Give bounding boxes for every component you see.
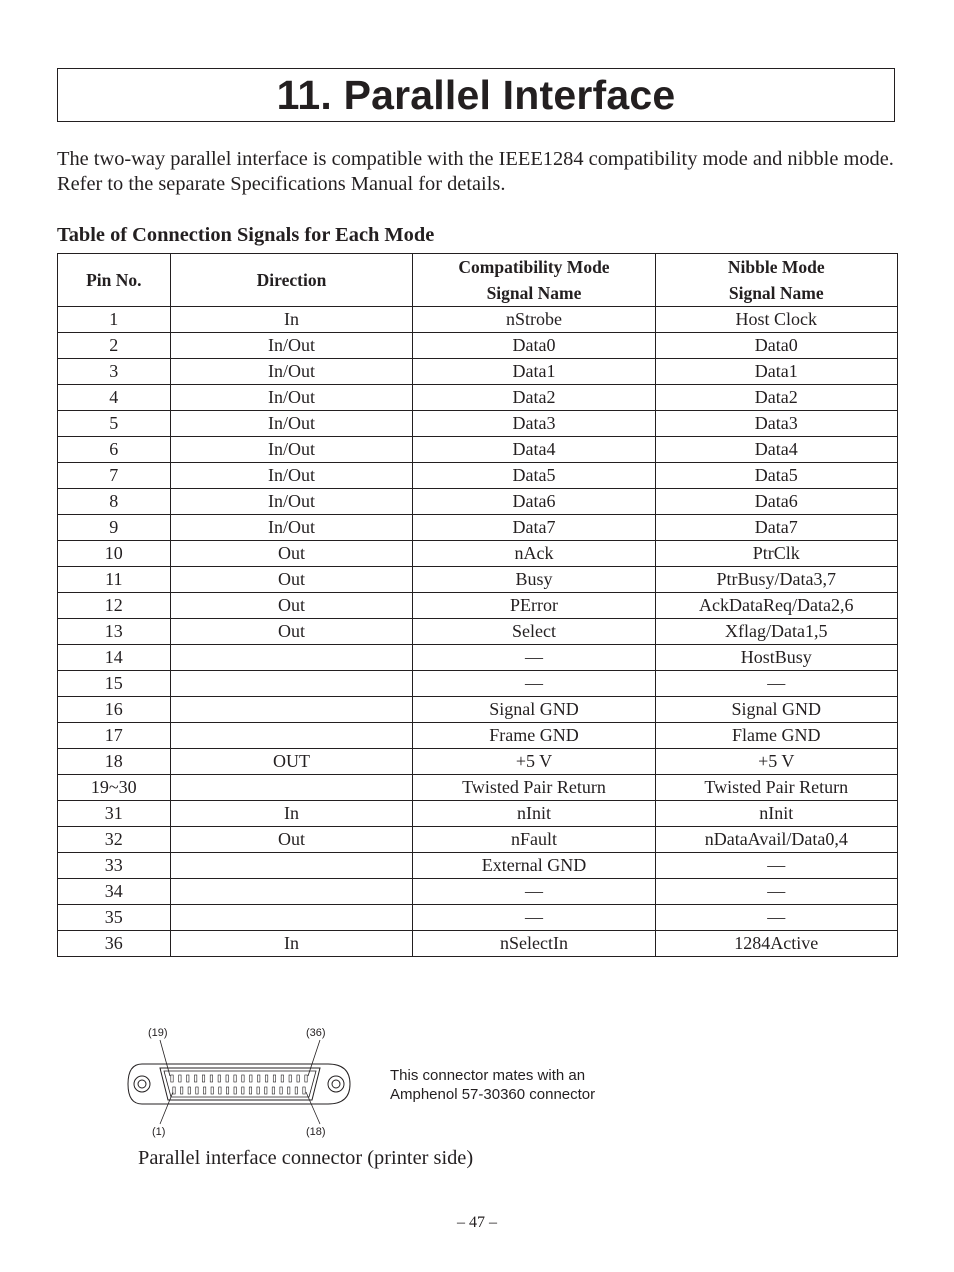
connector-pin [226,1087,228,1094]
cell-nibble-signal: nDataAvail/Data0,4 [655,827,897,853]
cell-nibble-signal: Signal GND [655,697,897,723]
cell-compat-signal: — [413,671,655,697]
cell-nibble-signal: AckDataReq/Data2,6 [655,593,897,619]
pin-row-top [171,1075,307,1082]
connector-note-line1: This connector mates with an [390,1067,586,1084]
cell-pin: 8 [58,489,171,515]
cell-direction: In/Out [170,437,413,463]
cell-compat-signal: Data5 [413,463,655,489]
table-row [58,437,898,463]
cell-direction [170,905,413,931]
cell-direction: In/Out [170,385,413,411]
connector-pin [273,1075,275,1082]
cell-nibble-signal: — [655,671,897,697]
cell-pin: 32 [58,827,171,853]
cell-compat-signal: Data1 [413,359,655,385]
table-row [58,905,898,931]
connector-pin [196,1087,198,1094]
connector-pin [187,1075,189,1082]
cell-compat-signal: Busy [413,567,655,593]
cell-nibble-signal: Data0 [655,333,897,359]
connector-pin [173,1087,175,1094]
table-row [58,567,898,593]
table-row [58,723,898,749]
cell-pin: 15 [58,671,171,697]
table-row [58,749,898,775]
connector-pin [280,1087,282,1094]
connector-pin [258,1075,260,1082]
cell-pin: 18 [58,749,171,775]
cell-pin: 13 [58,619,171,645]
cell-direction [170,697,413,723]
connector-pin [180,1087,182,1094]
connector-pin [210,1075,212,1082]
cell-direction [170,879,413,905]
cell-direction: In/Out [170,515,413,541]
cell-pin: 12 [58,593,171,619]
cell-nibble-signal: PtrClk [655,541,897,567]
header-pin: Pin No. [58,254,171,307]
connector-pin [242,1075,244,1082]
cell-nibble-signal: Data1 [655,359,897,385]
cell-nibble-signal: Data7 [655,515,897,541]
table-row [58,489,898,515]
table-row [58,801,898,827]
cell-direction [170,853,413,879]
cell-nibble-signal: Host Clock [655,307,897,333]
connector-note-line2: Amphenol 57-30360 connector [390,1086,596,1103]
intro-paragraph: The two-way parallel interface is compatible with the IEEE1284 compatibility mode and nibble mode. Refer to the separate Specifications Manual for details. [57,148,894,195]
connector-pin [295,1087,297,1094]
cell-pin: 7 [58,463,171,489]
connector-pin [219,1087,221,1094]
cell-direction: Out [170,827,413,853]
cell-nibble-signal: Data5 [655,463,897,489]
connector-pin [171,1075,173,1082]
connector-pin [218,1075,220,1082]
cell-direction [170,671,413,697]
table-row [58,775,898,801]
cell-compat-signal: Data6 [413,489,655,515]
connector-pin [226,1075,228,1082]
connector-pin [234,1087,236,1094]
connection-signals-table [57,253,898,957]
cell-compat-signal: nAck [413,541,655,567]
cell-direction: Out [170,541,413,567]
cell-compat-signal: Data2 [413,385,655,411]
cell-compat-signal: +5 V [413,749,655,775]
connector-pin [272,1087,274,1094]
cell-compat-signal: — [413,645,655,671]
cell-pin: 2 [58,333,171,359]
cell-nibble-signal: — [655,905,897,931]
figure-caption: Parallel interface connector (printer side) [138,1147,474,1169]
cell-pin: 19~30 [58,775,171,801]
table-caption: Table of Connection Signals for Each Mode [57,224,435,246]
connector-diagram [120,1022,370,1142]
connector-pin [242,1087,244,1094]
header-nibble-line2: Signal Name [728,283,824,303]
cell-pin: 5 [58,411,171,437]
connector-pin [188,1087,190,1094]
cell-direction [170,775,413,801]
cell-nibble-signal: — [655,879,897,905]
cell-compat-signal: External GND [413,853,655,879]
connector-pin [265,1087,267,1094]
cell-pin: 1 [58,307,171,333]
cell-nibble-signal: nInit [655,801,897,827]
cell-compat-signal: Twisted Pair Return [413,775,655,801]
cell-compat-signal: PError [413,593,655,619]
cell-nibble-signal: Data4 [655,437,897,463]
connector-pin [179,1075,181,1082]
chapter-title: 11. Parallel Interface [276,71,676,118]
cell-nibble-signal: — [655,853,897,879]
cell-compat-signal: nSelectIn [413,931,655,957]
cell-direction: In [170,931,413,957]
centronics-connector-icon [120,1022,370,1142]
cell-direction: OUT [170,749,413,775]
connector-pin [297,1075,299,1082]
table-row [58,541,898,567]
connector-pin [289,1075,291,1082]
table-row [58,879,898,905]
table-row [58,671,898,697]
cell-pin: 9 [58,515,171,541]
cell-nibble-signal: +5 V [655,749,897,775]
cell-direction: Out [170,567,413,593]
cell-compat-signal: nStrobe [413,307,655,333]
cell-compat-signal: Data0 [413,333,655,359]
table-row [58,359,898,385]
table-row [58,307,898,333]
table-row [58,333,898,359]
header-nibble-mode [655,254,897,307]
table-row [58,593,898,619]
table-row [58,853,898,879]
table-row [58,931,898,957]
cell-nibble-signal: HostBusy [655,645,897,671]
cell-nibble-signal: Twisted Pair Return [655,775,897,801]
cell-nibble-signal: Data2 [655,385,897,411]
cell-nibble-signal: PtrBusy/Data3,7 [655,567,897,593]
cell-compat-signal: Frame GND [413,723,655,749]
table-row [58,463,898,489]
cell-compat-signal: Data4 [413,437,655,463]
pin-label-18: (18) [306,1126,326,1138]
connector-pin [281,1075,283,1082]
cell-direction: In/Out [170,411,413,437]
table-row [58,619,898,645]
cell-direction [170,723,413,749]
cell-pin: 16 [58,697,171,723]
cell-nibble-signal: 1284Active [655,931,897,957]
connector-pin [234,1075,236,1082]
header-compatibility-mode [413,254,655,307]
table-row [58,411,898,437]
table-body [58,307,898,957]
header-compat-line2: Signal Name [486,283,582,303]
cell-pin: 3 [58,359,171,385]
cell-pin: 14 [58,645,171,671]
pin-row-bottom [173,1087,305,1094]
pin-label-1: (1) [152,1126,166,1138]
cell-direction: In [170,307,413,333]
cell-compat-signal: nFault [413,827,655,853]
cell-nibble-signal: Xflag/Data1,5 [655,619,897,645]
cell-compat-signal: — [413,879,655,905]
cell-direction: In/Out [170,489,413,515]
connector-pin [194,1075,196,1082]
pin-label-36: (36) [306,1027,326,1039]
connector-pin [288,1087,290,1094]
pin-label-19: (19) [148,1027,168,1039]
cell-direction: In/Out [170,333,413,359]
header-compat-line1: Compatibility Mode [458,257,610,277]
connector-pin [250,1075,252,1082]
cell-direction: In/Out [170,359,413,385]
connector-note [390,1066,595,1104]
page-number: – 47 – [457,1214,497,1231]
cell-compat-signal: Data3 [413,411,655,437]
cell-pin: 10 [58,541,171,567]
cell-direction [170,645,413,671]
table-header-row [58,254,898,307]
cell-direction: Out [170,619,413,645]
cell-direction: In/Out [170,463,413,489]
connector-pin [257,1087,259,1094]
table-row [58,515,898,541]
table-row [58,827,898,853]
cell-compat-signal: — [413,905,655,931]
connector-pin [202,1075,204,1082]
cell-pin: 4 [58,385,171,411]
table-row [58,645,898,671]
connector-pin [211,1087,213,1094]
cell-direction: Out [170,593,413,619]
table-row [58,697,898,723]
cell-direction: In [170,801,413,827]
cell-pin: 17 [58,723,171,749]
cell-compat-signal: nInit [413,801,655,827]
chapter-title-box [57,68,895,122]
cell-pin: 33 [58,853,171,879]
cell-pin: 6 [58,437,171,463]
connector-pin [249,1087,251,1094]
cell-pin: 11 [58,567,171,593]
connector-pin [303,1087,305,1094]
cell-compat-signal: Signal GND [413,697,655,723]
cell-pin: 35 [58,905,171,931]
cell-pin: 31 [58,801,171,827]
cell-pin: 36 [58,931,171,957]
cell-pin: 34 [58,879,171,905]
cell-compat-signal: Select [413,619,655,645]
header-nibble-line1: Nibble Mode [727,257,825,277]
cell-nibble-signal: Data3 [655,411,897,437]
cell-compat-signal: Data7 [413,515,655,541]
cell-nibble-signal: Data6 [655,489,897,515]
connector-pin [265,1075,267,1082]
connector-pin [203,1087,205,1094]
header-direction: Direction [170,254,413,307]
cell-nibble-signal: Flame GND [655,723,897,749]
connector-pin [305,1075,307,1082]
table-row [58,385,898,411]
